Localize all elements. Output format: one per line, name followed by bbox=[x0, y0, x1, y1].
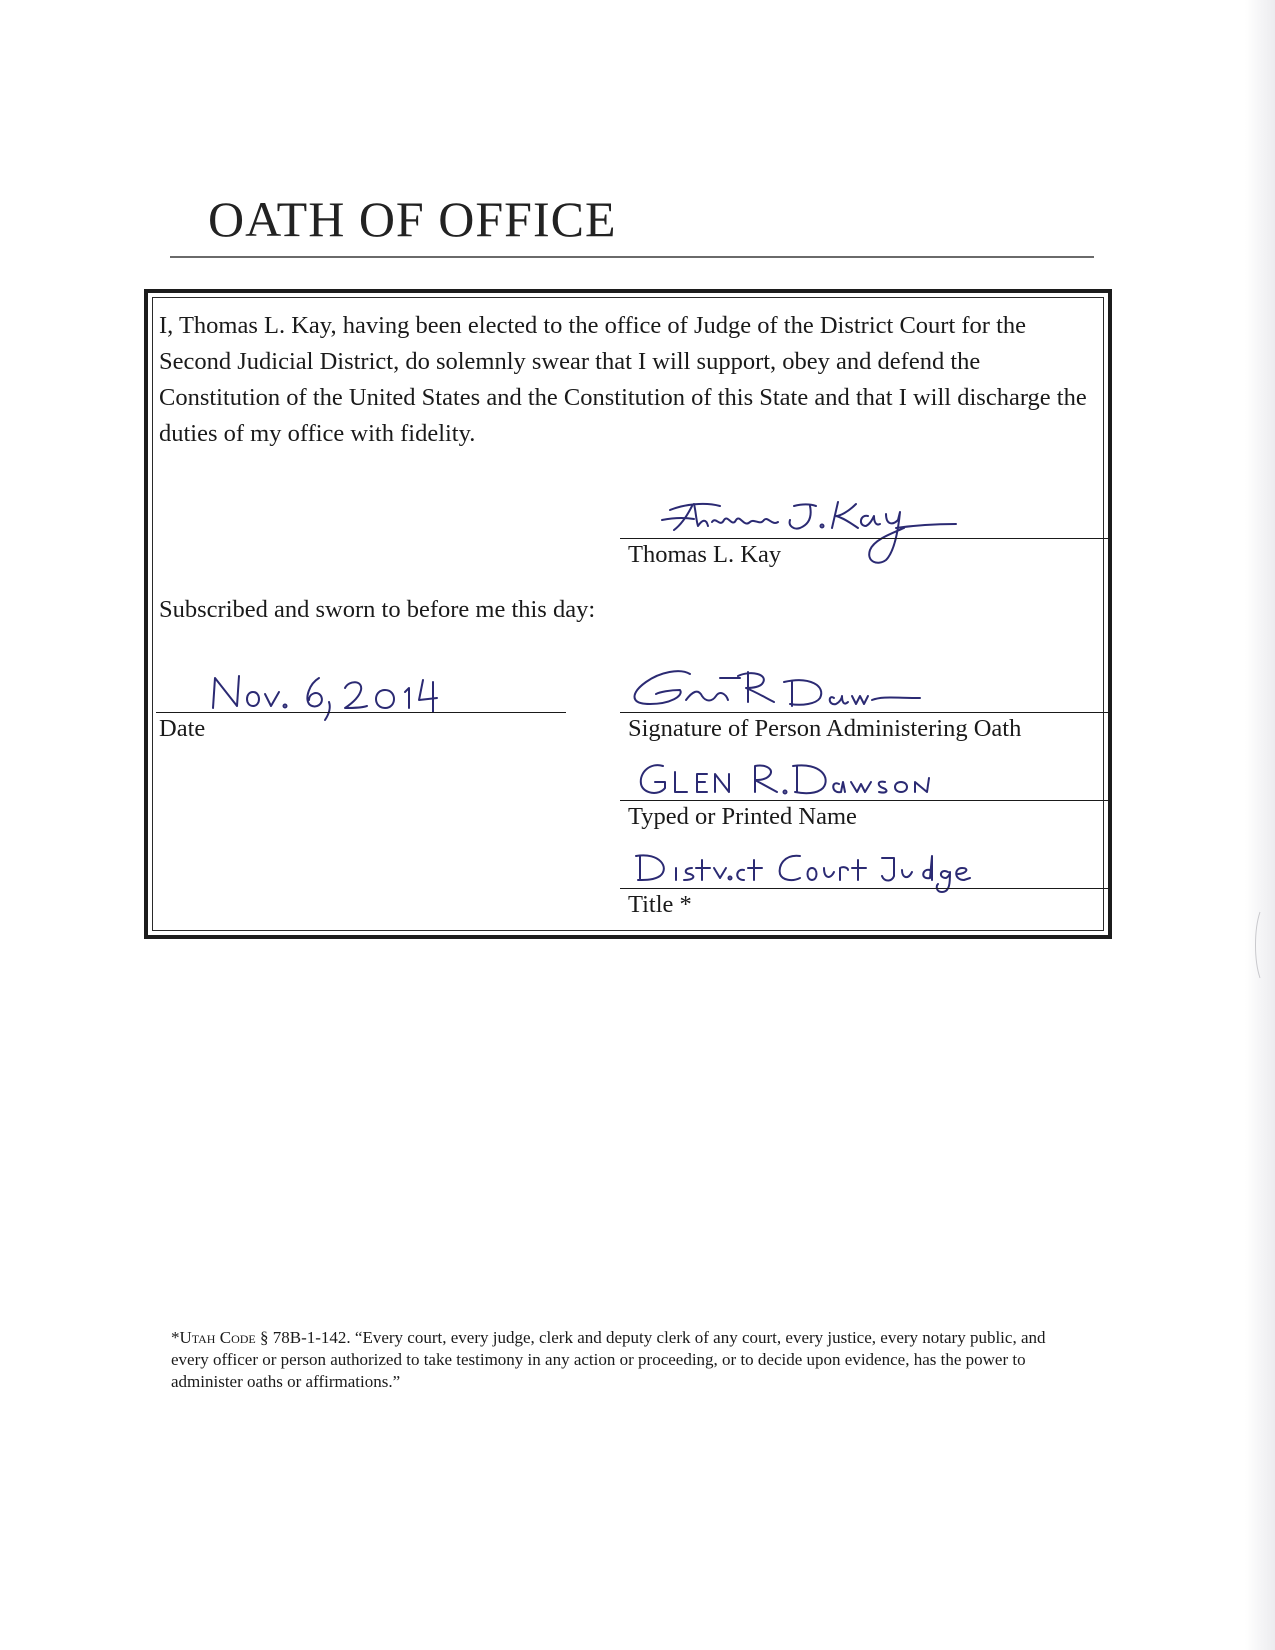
oath-taker-name: Thomas L. Kay bbox=[628, 541, 782, 568]
footnote-body: “Every court, every judge, clerk and deputy clerk of any court, every justice, every notary public, and every officer or person authorized to take testimony in any action or proceeding, or to decide upon evidence, has the power to administer oaths or affirmations.” bbox=[171, 1328, 1046, 1391]
title-underline bbox=[170, 256, 1094, 258]
administering-signature-label: Signature of Person Administering Oath bbox=[628, 715, 1022, 742]
administering-signature bbox=[620, 662, 980, 722]
subscribed-statement: Subscribed and sworn to before me this day: bbox=[159, 596, 596, 623]
title-line bbox=[620, 888, 1110, 889]
date-label: Date bbox=[159, 715, 206, 742]
title-label: Title * bbox=[628, 891, 692, 918]
typed-name-line bbox=[620, 800, 1110, 801]
page-curl-mark bbox=[1252, 910, 1262, 980]
document-title: OATH OF OFFICE bbox=[208, 191, 617, 247]
footnote-code-reference: Utah Code bbox=[179, 1328, 256, 1347]
date-line bbox=[156, 712, 566, 713]
typed-name-label: Typed or Printed Name bbox=[628, 803, 857, 830]
administering-signature-line bbox=[620, 712, 1110, 713]
oath-statement: I, Thomas L. Kay, having been elected to the office of Judge of the District Court for the Second Judicial District, do solemnly swear that I will support, obey and defend the Constitution of the United States and the Constitution of this State and that I will discharge the duties of my office with fidelity. bbox=[159, 312, 1087, 447]
date-handwriting bbox=[205, 668, 445, 734]
page-edge-shadow bbox=[1245, 0, 1275, 1650]
footnote-marker: * bbox=[171, 1328, 180, 1347]
oath-taker-signature-line bbox=[620, 538, 1110, 539]
footnote-section: § 78B-1-142. bbox=[255, 1328, 351, 1347]
footnote bbox=[171, 1327, 1076, 1393]
